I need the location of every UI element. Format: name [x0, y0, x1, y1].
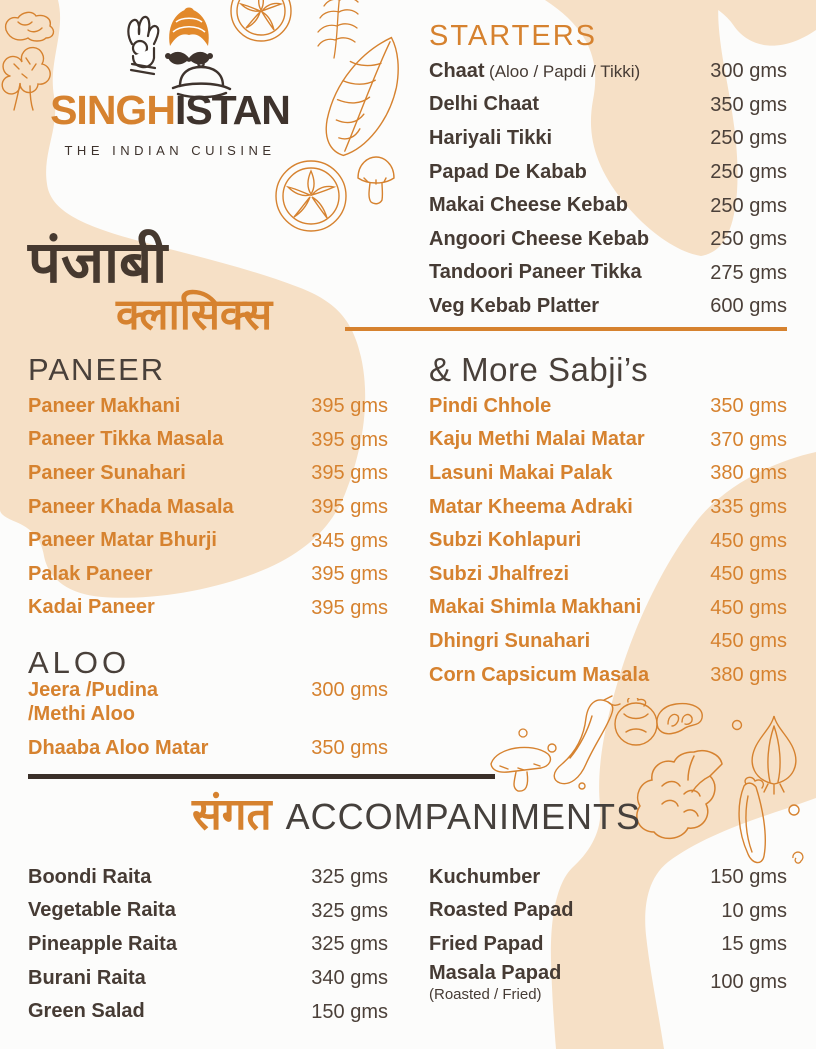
item-name: Delhi Chaat: [429, 93, 540, 116]
item-name: Kaju Methi Malai Matar: [429, 428, 645, 451]
item-name: Matar Kheema Adraki: [429, 495, 633, 518]
menu-item-row: [28, 995, 388, 1029]
menu-item-row: [429, 524, 787, 558]
sabjis-heading: & More Sabji’s: [429, 351, 649, 388]
tomato-slice-icon: [228, 0, 294, 44]
item-quantity: 380 gms: [710, 664, 787, 687]
item-quantity: 450 gms: [710, 529, 787, 552]
menu-item-row: [429, 895, 787, 929]
item-quantity: 395 gms: [311, 395, 388, 418]
mustache-icon: [165, 52, 213, 65]
item-quantity: 395 gms: [311, 563, 388, 586]
menu-item-row: [429, 424, 787, 458]
brand-tagline: THE INDIAN CUISINE: [64, 143, 276, 158]
item-quantity: 300 gms: [311, 679, 388, 701]
item-name: Pindi Chhole: [429, 394, 552, 417]
menu-item-row: [429, 962, 787, 1003]
item-name: Burani Raita: [28, 966, 146, 989]
item-quantity: 250 gms: [710, 228, 787, 251]
item-quantity: 100 gms: [710, 970, 787, 993]
category-title-hindi-2: क्लासिक्स: [116, 292, 273, 339]
accompaniments-left-list: [28, 861, 388, 1029]
aloo-heading: ALOO: [28, 645, 131, 680]
menu-item-row: [28, 592, 388, 626]
menu-item-row: [429, 156, 787, 190]
menu-item-row: [28, 679, 388, 725]
chili-icon: [724, 776, 782, 874]
item-name: Chaat: [429, 59, 485, 82]
menu-item-row: [429, 625, 787, 659]
item-name: Vegetable Raita: [28, 899, 176, 922]
turban-chef-icon: [118, 4, 236, 98]
item-name: Palak Paneer: [28, 562, 153, 585]
item-name: Lasuni Makai Palak: [429, 461, 613, 484]
item-name: Paneer Tikka Masala: [28, 428, 224, 451]
menu-item-row: [28, 558, 388, 592]
menu-item-row: [28, 737, 388, 771]
menu-item-row: [429, 659, 787, 693]
item-quantity: 325 gms: [311, 866, 388, 889]
menu-item-row: [429, 189, 787, 223]
category-title-hindi-1: पंजाबी: [28, 230, 168, 295]
item-name: Paneer Khada Masala: [28, 495, 234, 518]
item-note: (Roasted / Fried): [429, 985, 542, 1003]
menu-item-row: [429, 592, 787, 626]
item-name: Subzi Jhalfrezi: [429, 562, 570, 585]
item-quantity: 250 gms: [710, 161, 787, 184]
item-name: Makai Shimla Makhani: [429, 596, 642, 619]
menu-item-row: [28, 424, 388, 458]
item-quantity: 150 gms: [710, 866, 787, 889]
item-name: Pineapple Raita: [28, 932, 177, 955]
menu-item-row: [429, 928, 787, 962]
item-quantity: 275 gms: [710, 261, 787, 284]
item-quantity: 325 gms: [311, 899, 388, 922]
item-quantity: 250 gms: [710, 194, 787, 217]
brand-name-primary: SINGH: [50, 87, 175, 133]
item-name: Fried Papad: [429, 932, 544, 955]
item-name: Papad De Kabab: [429, 160, 587, 183]
item-name: Veg Kebab Platter: [429, 294, 600, 317]
item-quantity: 10 gms: [721, 899, 787, 922]
starters-heading: STARTERS: [429, 20, 598, 52]
aloo-list: [28, 679, 388, 783]
menu-item-row: [429, 122, 787, 156]
menu-item-row: [28, 895, 388, 929]
menu-item-row: [28, 962, 388, 996]
swirl-icon: [790, 848, 804, 864]
item-quantity: 350 gms: [311, 737, 388, 759]
menu-item-row: [429, 390, 787, 424]
item-name: Dhaaba Aloo Matar: [28, 737, 209, 759]
item-quantity: 150 gms: [311, 1000, 388, 1023]
mushroom-icon: [354, 154, 398, 206]
menu-item-row: [28, 390, 388, 424]
item-name: Paneer Sunahari: [28, 461, 186, 484]
item-name: Corn Capsicum Masala: [429, 663, 650, 686]
item-quantity: 325 gms: [311, 933, 388, 956]
tomato-slice-icon: [272, 156, 350, 236]
item-name: Angoori Cheese Kebab: [429, 227, 650, 250]
item-quantity: 395 gms: [311, 428, 388, 451]
menu-item-row: [28, 457, 388, 491]
orange-divider: [345, 327, 787, 331]
item-quantity: 450 gms: [710, 630, 787, 653]
item-name: Kadai Paneer: [28, 596, 155, 619]
item-quantity: 350 gms: [710, 395, 787, 418]
item-quantity: 395 gms: [311, 496, 388, 519]
item-quantity: 395 gms: [311, 462, 388, 485]
brand-name: [36, 87, 304, 133]
seed-dot-icon: [786, 802, 802, 818]
menu-item-row: [429, 257, 787, 291]
item-name: Boondi Raita: [28, 865, 152, 888]
item-quantity: 250 gms: [710, 127, 787, 150]
menu-item-row: [429, 89, 787, 123]
accompaniments-right-list: [429, 861, 787, 1003]
turban-icon: [169, 8, 209, 47]
item-quantity: 450 gms: [710, 563, 787, 586]
item-quantity: 345 gms: [311, 529, 388, 552]
item-name: Dhingri Sunahari: [429, 629, 591, 652]
item-quantity: 300 gms: [710, 60, 787, 83]
paneer-list: [28, 390, 388, 625]
item-quantity: 450 gms: [710, 596, 787, 619]
item-name-line2: /Methi Aloo: [28, 703, 136, 725]
item-quantity: 350 gms: [710, 93, 787, 116]
item-name: Kuchumber: [429, 865, 541, 888]
menu-item-row: [28, 928, 388, 962]
menu-item-row: [429, 290, 787, 324]
accompaniments-heading: [192, 790, 641, 839]
item-quantity: 395 gms: [311, 596, 388, 619]
menu-item-row: [28, 524, 388, 558]
ok-hand-icon: [128, 17, 158, 74]
item-name: Makai Cheese Kebab: [429, 194, 628, 217]
menu-item-row: [28, 491, 388, 525]
item-quantity: 600 gms: [710, 295, 787, 318]
item-quantity: 370 gms: [710, 428, 787, 451]
item-name: Tandoori Paneer Tikka: [429, 261, 642, 284]
leaf-sketch-icon: [312, 36, 416, 166]
item-quantity: 340 gms: [311, 967, 388, 990]
dark-divider: [28, 774, 495, 779]
seed-dot-icon: [516, 726, 530, 740]
item-name: Masala Papad: [429, 961, 562, 984]
sabjis-list: [429, 390, 787, 692]
item-variants: (Aloo / Papdi / Tikki): [489, 61, 641, 81]
accompaniments-heading-latin: ACCOMPANIMENTS: [285, 796, 641, 837]
item-name: Green Salad: [28, 1000, 145, 1023]
item-quantity: 15 gms: [721, 933, 787, 956]
ginger-sketch-icon: [2, 8, 60, 44]
item-name: Paneer Matar Bhurji: [28, 529, 217, 552]
seed-dot-icon: [730, 718, 744, 732]
menu-item-row: [429, 558, 787, 592]
paneer-heading: PANEER: [28, 352, 166, 387]
item-name: Jeera /Pudina: [28, 679, 159, 701]
item-name: Hariyali Tikki: [429, 126, 553, 149]
category-title: [28, 230, 273, 339]
menu-item-row: [429, 223, 787, 257]
menu-item-row: [429, 55, 787, 89]
menu-item-row: [429, 861, 787, 895]
menu-item-row: [429, 457, 787, 491]
item-name: Roasted Papad: [429, 899, 574, 922]
item-quantity: 335 gms: [710, 496, 787, 519]
item-name: Subzi Kohlapuri: [429, 529, 582, 552]
item-name: Paneer Makhani: [28, 394, 181, 417]
menu-item-row: [429, 491, 787, 525]
item-quantity: 380 gms: [710, 462, 787, 485]
mushroom-slice-icon: [652, 698, 708, 744]
starters-list: [429, 55, 787, 324]
cauliflower-icon: [632, 746, 732, 844]
menu-item-row: [28, 861, 388, 895]
accompaniments-heading-hindi: संगत: [192, 790, 272, 839]
brand-name-secondary: ISTAN: [174, 87, 290, 133]
